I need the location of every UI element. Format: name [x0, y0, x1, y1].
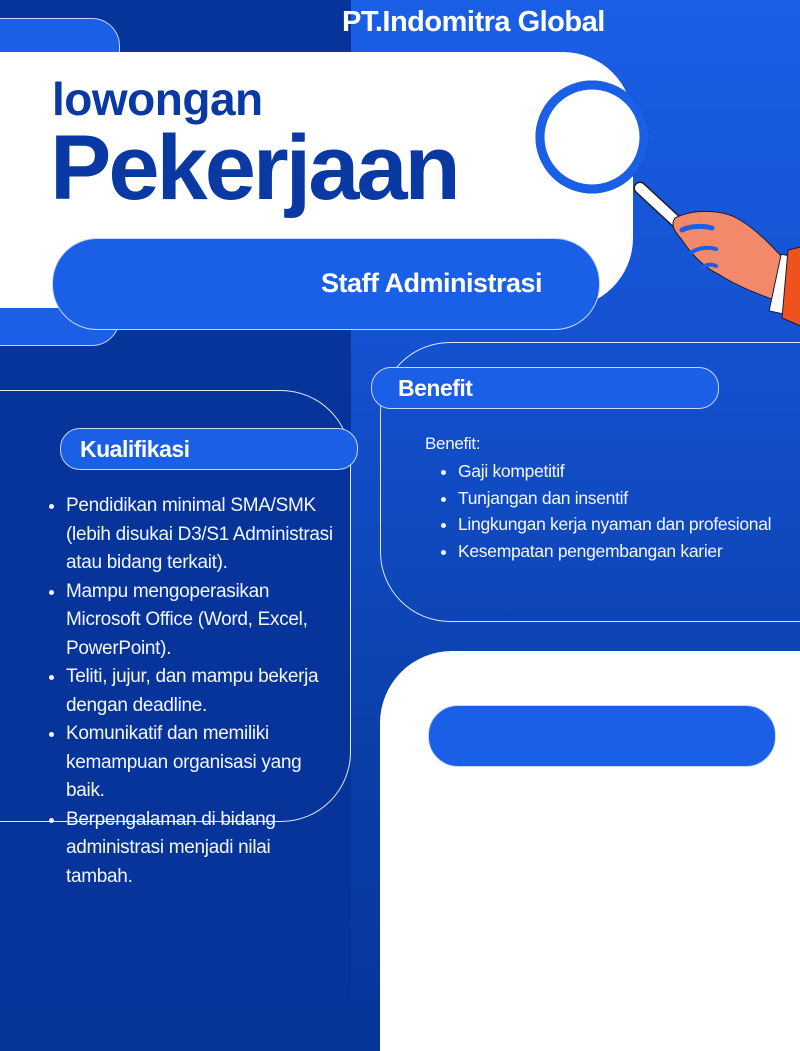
title-line-pekerjaan: Pekerjaan: [50, 117, 458, 219]
list-item: • Kesempatan pengembangan karier: [458, 538, 798, 565]
list-item: • Teliti, jujur, dan mampu bekerja dengan deadline.: [66, 663, 336, 720]
benefits-heading: Benefit: [398, 375, 473, 401]
benefits-list: [438, 458, 798, 564]
position-title: [52, 238, 542, 328]
list-item: • Pendidikan minimal SMA/SMK (lebih disukai D3/S1 Administrasi atau bidang terkait).: [66, 492, 336, 578]
list-item: • Mampu mengoperasikan Microsoft Office (Word, Excel, PowerPoint).: [66, 578, 336, 664]
empty-pill-decoration: [428, 705, 776, 767]
list-item: • Lingkungan kerja nyaman dan profesional: [458, 511, 798, 538]
position-title-text: Staff Administrasi: [320, 267, 542, 298]
qualifications-list: [44, 492, 336, 891]
company-name: PT.Indomitra Global: [342, 6, 605, 38]
qualifications-heading: Kualifikasi: [80, 436, 190, 462]
benefits-intro: Benefit:: [425, 434, 481, 453]
list-item: • Berpengalaman di bidang administrasi menjadi nilai tambah.: [66, 806, 336, 892]
title-line-lowongan: lowongan: [52, 73, 263, 125]
list-item: • Gaji kompetitif: [458, 458, 798, 485]
list-item: • Komunikatif dan memiliki kemampuan organisasi yang baik.: [66, 720, 336, 806]
list-item: • Tunjangan dan insentif: [458, 485, 798, 512]
